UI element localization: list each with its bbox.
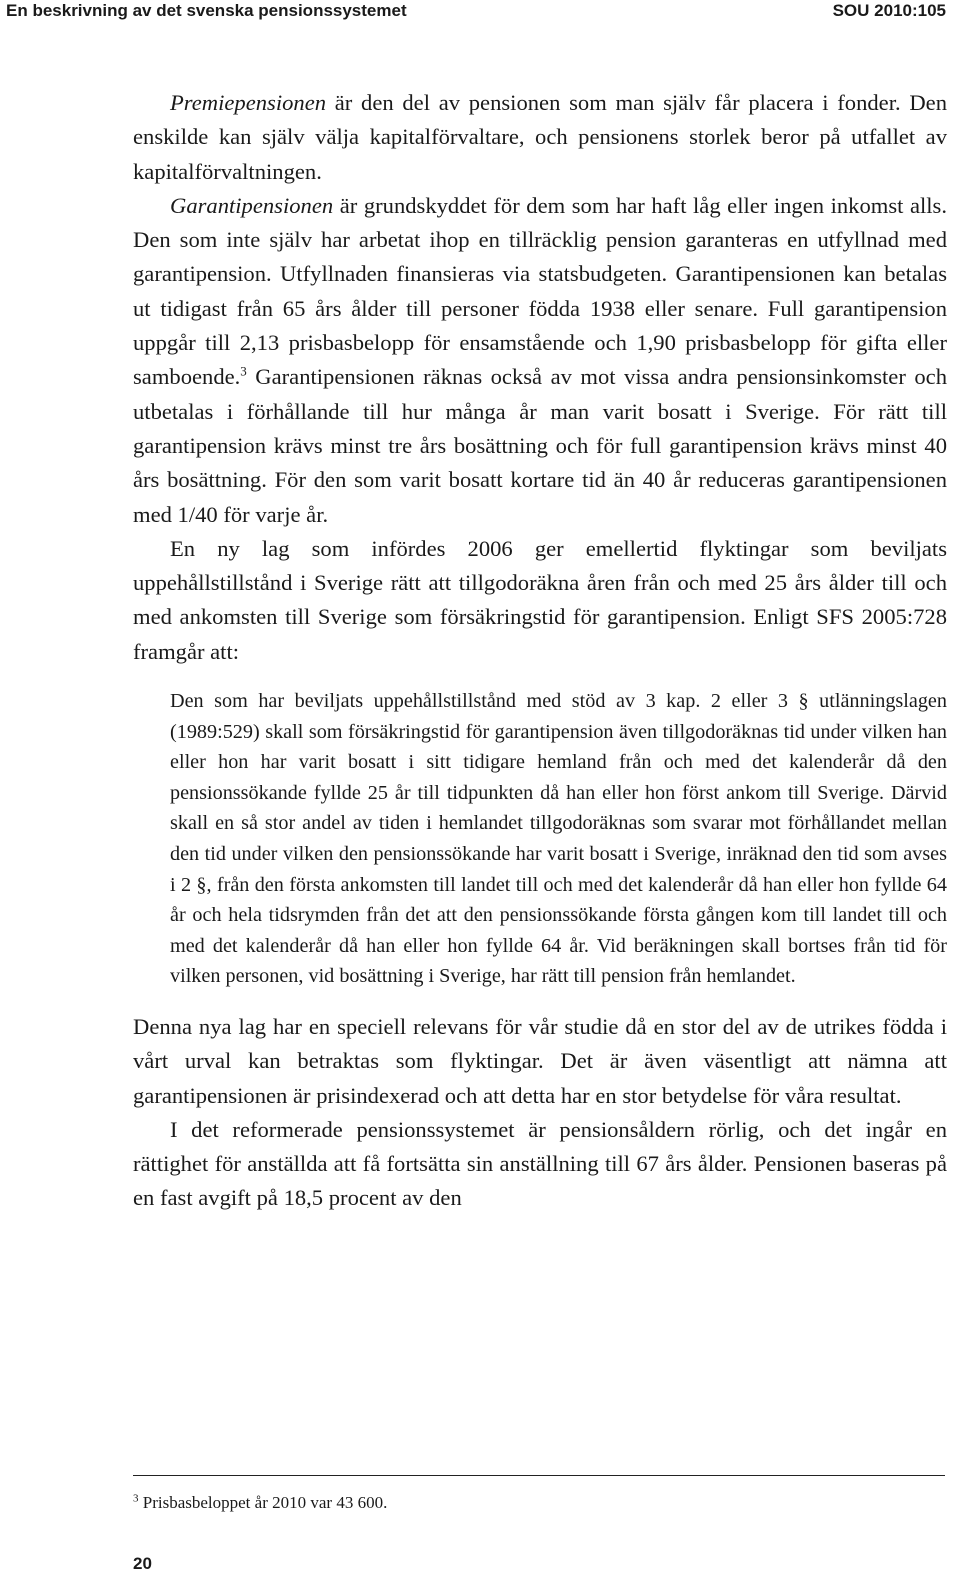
paragraph-pensionsalder: I det reformerade pensionssystemet är pensionsåldern rörlig, och det ingår en rättighet för anställda att få fortsätta sin anställning till 67 års ålder. Pensionen baseras på en fast avgift på 18,5 procent av den xyxy=(133,1116,947,1211)
footnote-text: Prisbasbeloppet år 2010 var 43 600. xyxy=(138,1493,388,1512)
header-title: En beskrivning av det svenska pensionssystemet xyxy=(6,1,407,20)
footnote-reference: 3 xyxy=(240,363,247,379)
law-quote: Den som har beviljats uppehållstillstånd med stöd av 3 kap. 2 eller 3 § utlänningslagen (1989:529) skall som försäkringstid för garantipension även tillgodoräknas tid under vilken han eller hon har varit bosatt i sitt tidigare hemland från och med det kalenderår då den pensionssökande fyllde 25 år till tidpunkten då han eller hon först ankom till Sverige. Därvid skall en så stor andel av tiden i hemlandet tillgodoräknas som svarar mot förhållandet mellan den tid under vilken den pensionssökande har varit bosatt i Sverige, inräknad den tid som avses i 2 §, från den första ankomsten till landet till och med det kalenderår då han eller hon fyllde 64 år och hela tidsrymden från det att den pensionssökande första gången kom till landet till och med det kalenderår då han eller hon fyllde 64 år. Vid beräkningen skall bortses från tid för vilken personen, vid bosättning i Sverige, har rätt till pension från hemlandet. xyxy=(170,690,947,988)
main-text xyxy=(133,86,947,1216)
paragraph-text: är den del av pensionen som man själv får placera i fonder. Den enskilde kan själv välja kapitalförvaltare, och pensionens storlek beror på utfallet av kapitalförvaltningen. xyxy=(133,90,947,184)
paragraph-text: är grundskyddet för dem som har haft låg eller ingen inkomst alls. Den som inte själv har arbetat ihop en tillräcklig pension garanteras en utfyllnad med garantipension. Utfyllnaden finansieras via statsbudgeten. Garantipensionen kan betalas ut tidigast från 65 års ålder till personer födda 1938 eller senare. Full garantipension uppgår till 2,13 prisbasbelopp för ensamstående och 1,90 prisbasbelopp för gifta eller samboende. xyxy=(133,192,947,390)
paragraph-text: Garantipensionen räknas också av mot vissa andra pensionsinkomster och utbetalas i förhållande till hur många år man varit bosatt i Sverige. För rätt till garantipension krävs minst tre års bosättning och för full garantipension krävs minst 40 års bosättning. För den som varit bosatt kortare tid än 40 år reduceras garantipensionen med 1/40 för varje år. xyxy=(133,364,947,527)
footnote-number: 3 xyxy=(133,1492,139,1505)
footnote-divider xyxy=(133,1475,945,1476)
paragraph-ny-lag: En ny lag som infördes 2006 ger emellertid flyktingar som beviljats uppehållstillstånd i Sverige rätt att tillgodoräkna åren från och med 25 års ålder till och med ankomsten till Sverige som försäkringstid för garantipension. Enligt SFS 2005:728 framgår att: xyxy=(133,535,947,664)
footnote xyxy=(133,1492,387,1514)
term-garantipensionen: Garantipensionen xyxy=(170,192,334,218)
term-premiepensionen: Premiepensionen xyxy=(170,90,327,115)
paragraph-relevans: Denna nya lag har en speciell relevans för vår studie då en stor del av de utrikes födda i vårt urval kan betraktas som flyktingar. Det är även väsentligt att nämna att garantipensionen är prisindexerad och att detta har en stor betydelse för våra resultat. xyxy=(133,1013,947,1108)
page-number: 20 xyxy=(133,1554,152,1573)
paragraph-garantipension xyxy=(133,189,947,532)
header-report-id: SOU 2010:105 xyxy=(832,1,946,20)
paragraph-premiepension xyxy=(133,86,947,189)
running-header xyxy=(0,0,960,24)
